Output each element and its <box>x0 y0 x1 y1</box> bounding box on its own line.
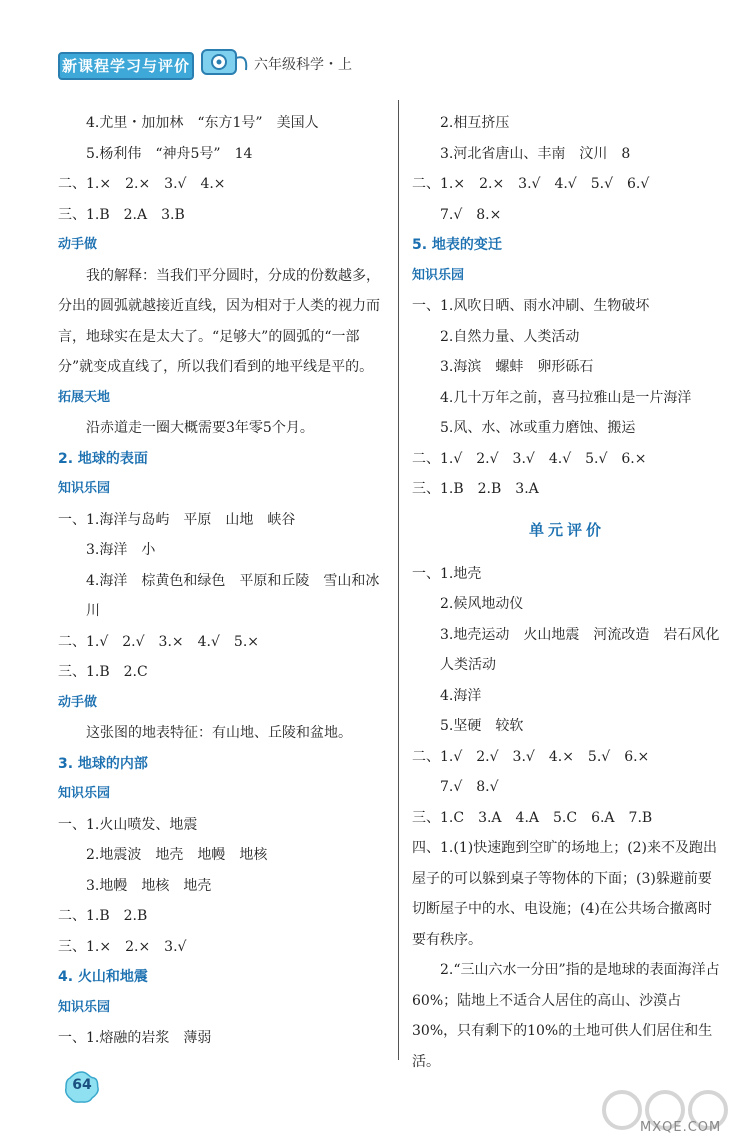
answer-paragraph: 这张图的地表特征：有山地、丘陵和盆地。 <box>86 725 352 741</box>
answer-line: 7.√ 8.× <box>440 206 502 223</box>
answer-line: 二、1.B 2.B <box>58 908 148 924</box>
watermark-text: MXQE.COM <box>640 1120 722 1135</box>
answer-line: 2.自然力量、人类活动 <box>440 328 580 345</box>
answer-line: 3.海滨 螺蚌 卵形砾石 <box>440 359 594 375</box>
answer-line: 3.地幔 地核 地壳 <box>86 877 212 894</box>
answer-line: 二、1.√ 2.√ 3.√ 4.× 5.√ 6.× <box>412 748 650 765</box>
lesson-title: 5. 地表的变迁 <box>412 237 502 253</box>
answer-line: 三、1.B 2.C <box>58 664 148 680</box>
answer-line: 三、1.× 2.× 3.√ <box>58 938 187 955</box>
subsection-title: 知识乐园 <box>58 786 111 801</box>
answer-line: 4.海洋 <box>440 687 482 704</box>
answer-paragraph: 4.海洋 棕黄色和绿色 平原和丘陵 雪山和冰川 <box>86 572 380 619</box>
subsection-title: 动手做 <box>58 694 98 710</box>
answer-line: 二、1.√ 2.√ 3.√ 4.√ 5.√ 6.× <box>412 450 647 467</box>
answer-paragraph: 我的解释：当我们平分圆时，分成的份数越多，分出的圆弧就越接近直线，因为相对于人类的视力而言，地球实在是太大了。“足够大”的圆弧的“一部分”就变成直线了，所以我们看到的地平线是平的。 <box>58 267 380 375</box>
book-title-badge: 新课程学习与评价 <box>58 52 194 80</box>
answer-line: 三、1.C 3.A 4.A 5.C 6.A 7.B <box>412 809 653 826</box>
answer-line: 二、1.× 2.× 3.√ 4.√ 5.√ 6.√ <box>412 176 650 192</box>
answer-line: 二、1.√ 2.√ 3.× 4.√ 5.× <box>58 633 260 650</box>
page-number: 64 <box>72 1077 92 1093</box>
answer-line: 5.风、水、冰或重力磨蚀、搬运 <box>440 420 636 436</box>
answer-line: 7.√ 8.√ <box>440 779 499 795</box>
answer-line: 5.杨利伟 “神舟5号” 14 <box>86 145 253 162</box>
answer-paragraph: 四、1.(1)快速跑到空旷的场地上；(2)来不及跑出屋子的可以躲到桌子等物体的下面；(3)躲避前要切断屋子中的水、电设施；(4)在公共场合撤离时要有秩序。 <box>412 840 718 948</box>
answer-line: 三、1.B 2.B 3.A <box>412 481 539 497</box>
lesson-title: 2. 地球的表面 <box>58 450 148 467</box>
answer-paragraph: 2.“三山六水一分田”指的是地球的表面海洋占60%；陆地上不适合人居住的高山、沙漠占30%，只有剩下的10%的土地可供人们居住和生活。 <box>412 962 720 1070</box>
subsection-title: 知识乐园 <box>412 267 465 283</box>
answer-line: 3.海洋 小 <box>86 542 156 558</box>
right-column <box>412 108 722 1077</box>
answer-paragraph: 3.地壳运动 火山地震 河流改造 岩石风化人类活动 <box>440 626 720 673</box>
book-subject: 六年级科学・上 <box>254 57 352 73</box>
answer-line: 3.河北省唐山、丰南 汶川 8 <box>440 145 631 162</box>
answer-line: 2.地震波 地壳 地幔 地核 <box>86 847 268 863</box>
answer-line: 一、1.熔融的岩浆 薄弱 <box>58 1030 212 1046</box>
subsection-title: 知识乐园 <box>58 481 111 496</box>
answer-line: 2.相互挤压 <box>440 115 510 131</box>
answer-line: 5.坚硬 较软 <box>440 718 524 734</box>
page-number-badge <box>64 1070 100 1104</box>
subsection-title: 拓展天地 <box>58 389 111 405</box>
answer-paragraph: 沿赤道走一圈大概需要3年零5个月。 <box>86 420 314 436</box>
answer-line: 一、1.地壳 <box>412 565 482 582</box>
answer-line: 三、1.B 2.A 3.B <box>58 206 185 223</box>
column-divider <box>398 100 399 1060</box>
answer-line: 4.尤里・加加林 “东方1号” 美国人 <box>86 115 319 131</box>
subsection-title: 知识乐园 <box>58 999 111 1015</box>
subsection-title: 动手做 <box>58 237 98 252</box>
lesson-title: 3. 地球的内部 <box>58 755 148 772</box>
answer-line: 2.候风地动仪 <box>440 596 524 612</box>
answer-line: 一、1.火山喷发、地震 <box>58 816 198 833</box>
unit-evaluation-title: 单元评价 <box>528 520 605 539</box>
answer-line: 一、1.海洋与岛屿 平原 山地 峡谷 <box>58 511 296 528</box>
answer-line: 二、1.× 2.× 3.√ 4.× <box>58 176 226 192</box>
answer-line: 一、1.风吹日晒、雨水冲刷、生物破坏 <box>412 298 650 314</box>
lesson-title: 4. 火山和地震 <box>58 969 148 985</box>
answer-line: 4.几十万年之前，喜马拉雅山是一片海洋 <box>440 389 692 406</box>
telephone-icon <box>196 44 252 80</box>
left-column <box>58 108 388 1054</box>
